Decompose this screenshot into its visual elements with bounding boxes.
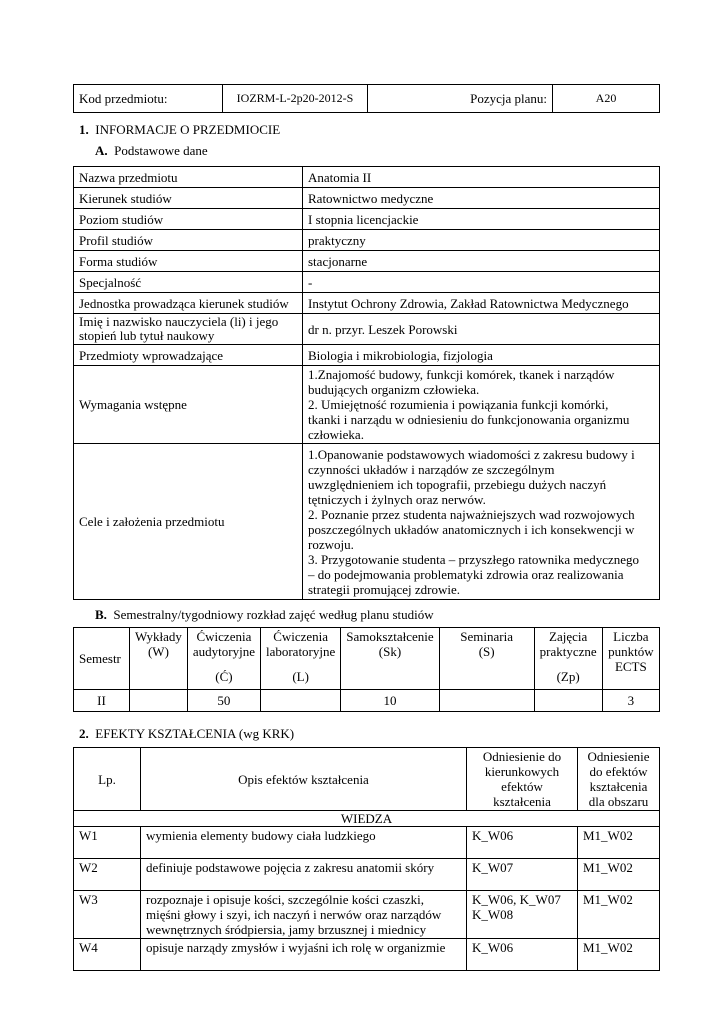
schedule-header — [602, 628, 659, 690]
basic-value: - — [303, 272, 660, 293]
effects-dir: K_W07 — [467, 859, 578, 891]
effects-group-wiedza: WIEDZA — [74, 811, 660, 827]
text-line: 1.Opanowanie podstawowych wiadomości z zakresu budowy i — [308, 446, 635, 462]
text-line: poszczególnych układów anatomicznych i ich konsekwencji w — [308, 521, 635, 537]
text-line: budujących organizm człowieka. — [308, 382, 480, 397]
effects-lp: W4 — [74, 939, 141, 971]
basic-label: Jednostka prowadząca kierunek studiów — [74, 293, 303, 314]
basic-value: dr n. przyr. Leszek Porowski — [303, 314, 660, 345]
effects-area: M1_W02 — [578, 827, 660, 859]
basic-label: Przedmioty wprowadzające — [74, 345, 303, 366]
header-line: Zajęcia — [549, 629, 588, 644]
effects-lp: W3 — [74, 891, 141, 939]
effects-lp: W1 — [74, 827, 141, 859]
effects-header-lp: Lp. — [74, 748, 141, 811]
effects-desc: definiuje podstawowe pojęcia z zakresu anatomii skóry — [141, 859, 467, 891]
basic-value: Biologia i mikrobiologia, fizjologia — [303, 345, 660, 366]
label-line: Imię i nazwisko nauczyciela (li) i jego — [79, 314, 279, 329]
header-line: (Ć) — [215, 669, 233, 684]
text-line: tkanki i narządu w odniesieniu do funkcjonowania organizmu — [308, 412, 630, 427]
header-line: Ćwiczenia — [273, 629, 329, 644]
schedule-cell: 3 — [602, 690, 659, 712]
header-line: laboratoryjne — [265, 644, 336, 659]
header-line: praktyczne — [539, 644, 597, 659]
effects-lp: W2 — [74, 859, 141, 891]
basic-value: praktyczny — [303, 230, 660, 251]
dir-line: K_W08 — [472, 907, 514, 922]
header-line: do efektów — [589, 764, 648, 779]
effects-header-dir — [467, 748, 578, 811]
basic-label: Nazwa przedmiotu — [74, 167, 303, 188]
effects-desc: wymienia elementy budowy ciała ludzkiego — [141, 827, 467, 859]
text-line: tętniczych i żylnych oraz nerwów. — [308, 491, 486, 507]
header-line: Samokształcenie — [346, 629, 434, 644]
header-line: Liczba — [613, 629, 649, 644]
schedule-header — [534, 628, 602, 690]
basic-label: Cele i założenia przedmiotu — [74, 444, 303, 600]
position-label: Pozycja planu: — [368, 85, 553, 113]
section-a-heading: A. Podstawowe dane — [95, 143, 208, 158]
header-line: Seminaria — [460, 629, 513, 644]
basic-info-table — [73, 166, 660, 600]
effects-header-desc: Opis efektów kształcenia — [141, 748, 467, 811]
effects-desc — [141, 891, 467, 939]
schedule-header — [187, 628, 260, 690]
effects-dir: K_W06 — [467, 939, 578, 971]
schedule-cell — [534, 690, 602, 712]
header-line: Odniesienie do — [482, 749, 562, 764]
schedule-cell: 50 — [187, 690, 260, 712]
header-line: (Sk) — [378, 644, 402, 659]
header-line: efektów — [501, 779, 543, 794]
schedule-table — [73, 627, 660, 712]
text-line: 1.Znajomość budowy, funkcji komórek, tkanek i narządów — [308, 367, 615, 382]
text-line: 2. Poznanie przez studenta najważniejszych wad rozwojowych — [308, 506, 635, 522]
effects-area: M1_W02 — [578, 939, 660, 971]
section-b-heading: B. Semestralny/tygodniowy rozkład zajęć według planu studiów — [95, 607, 434, 622]
desc-line: wewnętrznych śródpiersia, jamy brzusznej i miednicy — [146, 922, 427, 937]
header-table — [73, 84, 660, 113]
header-line: (W) — [147, 644, 169, 659]
header-line: (S) — [478, 644, 495, 659]
position-value: A20 — [553, 85, 660, 113]
basic-label: Wymagania wstępne — [74, 366, 303, 444]
header-line: punktów — [608, 644, 654, 659]
schedule-cell: 10 — [341, 690, 439, 712]
header-line: kształcenia — [589, 779, 648, 794]
text-line: – do podejmowania problematyki zdrowia oraz realizowania — [308, 566, 624, 582]
effects-area: M1_W02 — [578, 891, 660, 939]
code-value: IOZRM-L-2p20-2012-S — [223, 85, 368, 113]
text-line: uwzględnieniem ich topografii, przebiegu dużych naczyń — [308, 476, 607, 492]
basic-value: I stopnia licencjackie — [303, 209, 660, 230]
effects-desc: opisuje narządy zmysłów i wyjaśni ich rolę w organizmie — [141, 939, 467, 971]
header-line: audytoryjne — [192, 644, 255, 659]
text-line: rozwoju. — [308, 536, 354, 552]
effects-dir — [467, 891, 578, 939]
section-2-heading: 2. EFEKTY KSZTAŁCENIA (wg KRK) — [79, 726, 295, 741]
text-line: strategii promującej zdrowie. — [308, 581, 460, 597]
effects-dir: K_W06 — [467, 827, 578, 859]
schedule-cell — [439, 690, 534, 712]
text-line: 2. Umiejętność rozumienia i powiązania funkcji komórki, — [308, 397, 609, 412]
schedule-cell: II — [74, 690, 130, 712]
header-line: (Zp) — [556, 669, 580, 684]
label-line: stopień lub tytuł naukowy — [79, 328, 215, 343]
desc-line: rozpoznaje i opisuje kości, szczególnie kości czaszki, — [146, 892, 424, 907]
schedule-header — [439, 628, 534, 690]
basic-label: Profil studiów — [74, 230, 303, 251]
header-line: (L) — [292, 669, 309, 684]
effects-table — [73, 747, 660, 971]
basic-label: Specjalność — [74, 272, 303, 293]
header-line: kierunkowych — [484, 764, 560, 779]
schedule-header — [260, 628, 340, 690]
header-line: dla obszaru — [588, 794, 649, 809]
schedule-cell — [130, 690, 188, 712]
section-1-heading: 1. INFORMACJE O PRZEDMIOCIE — [79, 122, 281, 137]
schedule-cell — [260, 690, 340, 712]
header-line: kształcenia — [493, 794, 551, 809]
header-line: Odniesienie — [587, 749, 650, 764]
basic-label: Kierunek studiów — [74, 188, 303, 209]
desc-line: mięśni głowy i szyi, ich naczyń i nerwów oraz narządów — [146, 907, 442, 922]
header-line: Wykłady — [135, 629, 182, 644]
schedule-header — [130, 628, 188, 690]
basic-value-multiline — [303, 444, 660, 600]
effects-header-area — [578, 748, 660, 811]
header-line: ECTS — [614, 659, 647, 674]
basic-value-multiline — [303, 366, 660, 444]
code-label: Kod przedmiotu: — [74, 85, 223, 113]
basic-value: Instytut Ochrony Zdrowia, Zakład Ratownictwa Medycznego — [303, 293, 660, 314]
basic-value: Ratownictwo medyczne — [303, 188, 660, 209]
effects-area: M1_W02 — [578, 859, 660, 891]
basic-value: Anatomia II — [303, 167, 660, 188]
basic-value: stacjonarne — [303, 251, 660, 272]
basic-label: Forma studiów — [74, 251, 303, 272]
header-line: Ćwiczenia — [196, 629, 252, 644]
text-line: 3. Przygotowanie studenta – przyszłego ratownika medycznego — [308, 551, 640, 567]
text-line: czynności układów i narządów ze szczególnym — [308, 461, 555, 477]
basic-label: Poziom studiów — [74, 209, 303, 230]
basic-label-teacher — [74, 314, 303, 345]
dir-line: K_W06, K_W07 — [472, 892, 561, 907]
text-line: człowieka. — [308, 427, 364, 442]
schedule-header — [341, 628, 439, 690]
schedule-header-semestr: Semestr — [74, 628, 130, 690]
